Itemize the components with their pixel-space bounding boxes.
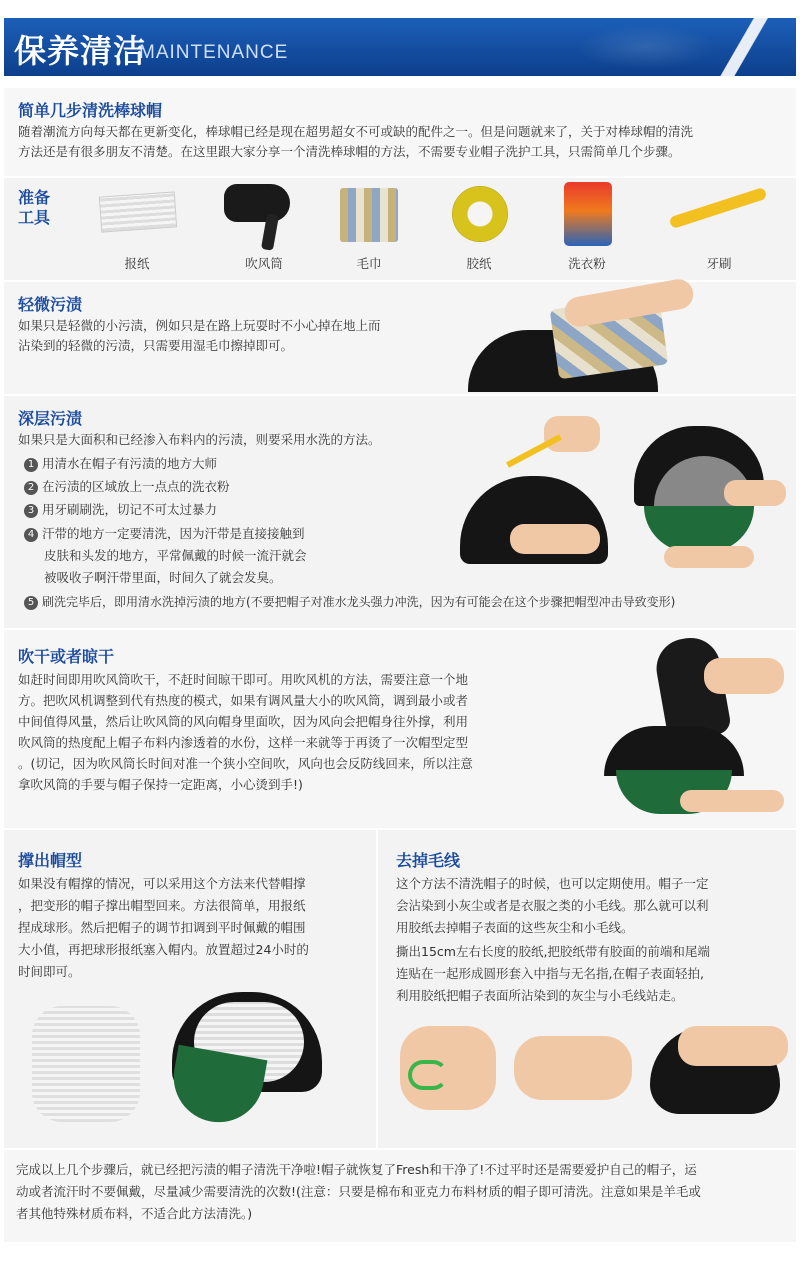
footer-line-3: 者其他特殊材质布料，不适合此方法清洗。)	[16, 1206, 253, 1221]
lint-line-6: 利用胶纸把帽子表面所沾染到的灰尘与小毛线站走。	[396, 988, 684, 1003]
tool-label: 吹风筒	[245, 256, 283, 271]
dry-line-4: 吹风筒的热度配上帽子布料内渗透着的水份，这样一来就等于再烫了一次帽型定型	[18, 735, 469, 750]
hand-photo	[664, 546, 754, 568]
intro-line-1: 随着潮流方向每天都在更新变化，棒球帽已经是现在超男超女不可或缺的配件之一。但是问题就来了，关于对棒球帽的清洗	[18, 124, 694, 139]
toothbrush-icon	[669, 187, 768, 229]
hand-fingers-photo	[514, 1036, 632, 1100]
tool-tape	[434, 178, 524, 278]
hand-photo	[510, 524, 600, 554]
newspaper-ball-photo	[32, 1006, 140, 1122]
light-stain-panel	[4, 282, 796, 394]
tools-heading	[18, 188, 50, 228]
step-4	[24, 524, 305, 544]
newspaper-icon	[99, 191, 177, 232]
footer-panel	[4, 1150, 796, 1242]
lint-line-2: 会沾染到小灰尘或者是衣服之类的小毛线。那么就可以利	[396, 898, 709, 913]
tools-panel	[4, 178, 796, 280]
tool-label: 牙刷	[706, 256, 732, 271]
hand-photo	[704, 658, 784, 694]
cap-dry-photo	[604, 726, 744, 776]
dry-line-5: 。(切记，因为吹风筒长时间对准一个狭小空间吹，风向也会反防线回来，所以注意	[18, 756, 473, 771]
dry-title: 吹干或者晾干	[18, 647, 115, 666]
header-stripe	[716, 18, 776, 76]
tool-label: 毛巾	[356, 256, 382, 271]
intro-line-2: 方法还是有很多朋友不清楚。在这里跟大家分享一个清洗棒球帽的方法，不需要专业帽子洗护工具，只需简单几个步骤。	[18, 144, 681, 159]
footer-line-1: 完成以上几个步骤后，就已经把污渍的帽子清洗干净啦!帽子就恢复了Fresh和干净了!不过平时还是需要爱护自己的帽子，运	[16, 1162, 697, 1177]
light-stain-line-2: 沾染到的轻微的污渍，只需要用湿毛巾擦掉即可。	[18, 338, 294, 353]
step-4-line-3: 被吸收子啊汗带里面，时间久了就会发臭。	[44, 570, 282, 585]
hair-dryer-icon	[224, 184, 290, 222]
tool-label: 报纸	[124, 256, 150, 271]
shape-panel	[4, 830, 376, 1148]
cap-brim-photo	[167, 1045, 268, 1130]
step-1	[24, 454, 217, 474]
tool-newspaper	[92, 178, 182, 278]
step-5	[24, 592, 675, 612]
step-number: 2	[24, 481, 38, 495]
step-2	[24, 477, 230, 497]
header-subtitle: MAINTENANCE	[139, 42, 289, 63]
lint-panel	[378, 830, 796, 1148]
shape-line-1: 如果没有帽撑的情况，可以采用这个方法来代替帽撑	[18, 876, 306, 891]
lint-title: 去掉毛线	[396, 851, 461, 870]
dry-panel	[4, 630, 796, 828]
step-number: 5	[24, 596, 38, 610]
tools-heading-line2: 工具	[18, 208, 51, 227]
step-3	[24, 500, 217, 520]
intro-title: 简单几步清洗棒球帽	[18, 101, 163, 120]
dry-line-3: 中间值得风量，然后让吹风筒的风向帽身里面吹，因为风向会把帽身往外撑，利用	[18, 714, 469, 729]
step-text: 汗带的地方一定要清洗，因为汗带是直接接触到	[42, 526, 305, 541]
tool-label: 洗衣粉	[568, 256, 606, 271]
tools-heading-line1: 准备	[18, 188, 51, 207]
shape-title: 撑出帽型	[18, 851, 83, 870]
dry-line-2: 方。把吹风机调整到代有热度的模式，如果有调风量大小的吹风筒，调到最小或者	[18, 693, 469, 708]
shape-line-5: 时间即可。	[18, 964, 81, 979]
section-header	[4, 18, 796, 76]
step-text: 用牙刷刷洗，切记不可太过暴力	[42, 502, 218, 517]
intro-panel	[4, 88, 796, 176]
lint-line-1: 这个方法不清洗帽子的时候，也可以定期使用。帽子一定	[396, 876, 709, 891]
tool-detergent	[542, 178, 632, 278]
header-logo-shadow	[576, 24, 716, 70]
dry-line-6: 拿吹风筒的手要与帽子保持一定距离，小心烫到手!)	[18, 777, 303, 792]
step-4-line-2: 皮肤和头发的地方，平常佩戴的时候一流汗就会	[44, 548, 307, 563]
step-number: 3	[24, 504, 38, 518]
detergent-icon	[564, 182, 612, 246]
loop-arrow-icon	[408, 1060, 448, 1090]
lint-line-4: 撕出15cm左右长度的胶纸,把胶纸带有胶面的前端和尾端	[396, 944, 710, 959]
header-title: 保养清洁	[14, 32, 147, 70]
step-number: 4	[24, 528, 38, 542]
tool-towel	[324, 178, 414, 278]
light-stain-title: 轻微污渍	[18, 295, 83, 314]
hand-photo	[544, 416, 600, 452]
tool-dryer	[214, 178, 314, 278]
deep-stain-panel	[4, 396, 796, 628]
deep-stain-title: 深层污渍	[18, 409, 83, 428]
light-stain-line-1: 如果只是轻微的小污渍，例如只是在路上玩耍时不小心掉在地上而	[18, 318, 381, 333]
step-text: 在污渍的区域放上一点点的洗衣粉	[42, 479, 230, 494]
step-number: 1	[24, 458, 38, 472]
deep-stain-intro: 如果只是大面积和已经渗入布料内的污渍，则要采用水洗的方法。	[18, 432, 381, 447]
footer-line-2: 动或者流汗时不要佩戴，尽量减少需要清洗的次数!(注意：只要是棉布和亚克力布料材质的帽子即可清洗。注意如果是羊毛或	[16, 1184, 701, 1199]
shape-line-2: ，把变形的帽子撑出帽型回来。方法很简单，用报纸	[18, 898, 306, 913]
towel-icon	[340, 188, 398, 242]
tool-label: 胶纸	[466, 256, 492, 271]
tape-icon	[452, 186, 508, 242]
hand-photo	[680, 790, 784, 812]
shape-line-4: 大小值，再把球形报纸塞入帽内。放置超过24小时的	[18, 942, 309, 957]
lint-line-5: 连贴在一起形成圆形套入中指与无名指,在帽子表面轻拍,	[396, 966, 704, 981]
hand-photo	[678, 1026, 788, 1066]
lint-line-3: 用胶纸去掉帽子表面的这些灰尘和小毛线。	[396, 920, 634, 935]
tool-toothbrush	[664, 178, 774, 278]
shape-line-3: 捏成球形。然后把帽子的调节扣调到平时佩戴的帽围	[18, 920, 306, 935]
dry-line-1: 如赶时间即用吹风筒吹干，不赶时间晾干即可。用吹风机的方法，需要注意一个地	[18, 672, 469, 687]
hand-photo	[724, 480, 786, 506]
step-text: 刷洗完毕后，即用清水洗掉污渍的地方(不要把帽子对准水龙头强力冲洗，因为有可能会在这个步骤把帽型冲击导致变形)	[42, 595, 676, 609]
step-text: 用清水在帽子有污渍的地方大师	[42, 456, 218, 471]
